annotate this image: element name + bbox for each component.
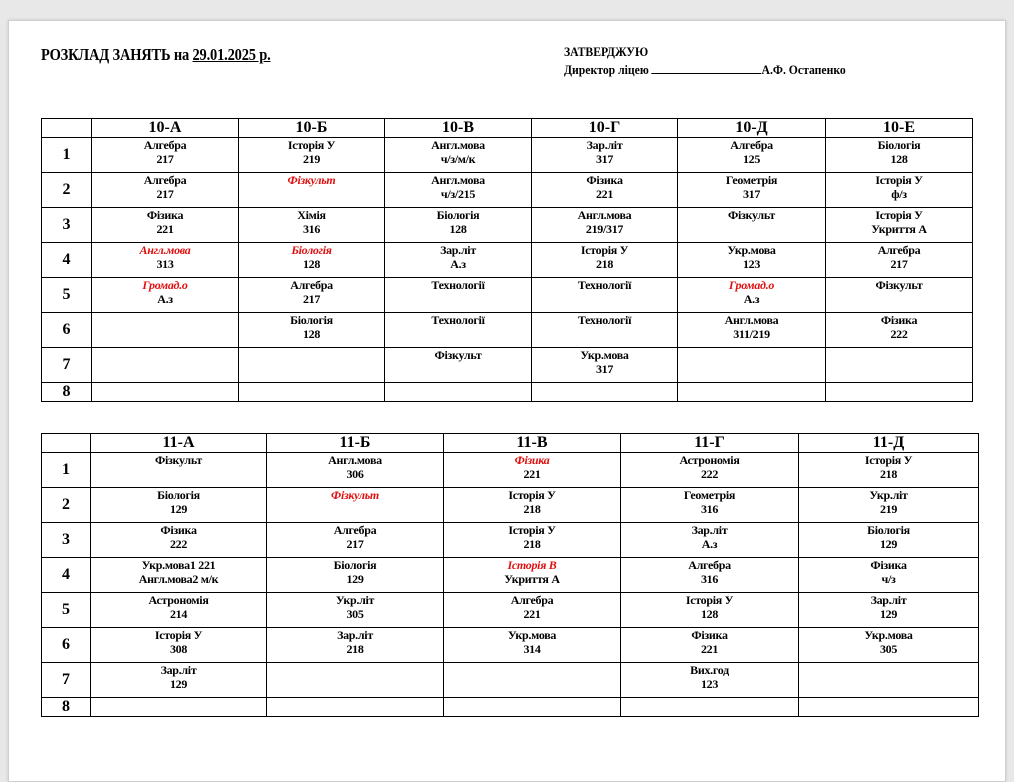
subject-name: Алгебра [333,523,377,537]
lesson-cell [267,488,444,523]
lesson-row [42,348,973,383]
lesson-number: 5 [42,593,91,628]
lesson-cell [267,453,444,488]
lesson-cell [239,138,385,173]
lesson-number: 4 [42,243,92,278]
subject-name: Біологія [291,243,332,257]
lesson-row [42,313,973,348]
lesson-cell [826,313,973,348]
subject-name: Біологія [290,313,333,327]
subject-name: Історія У [875,208,923,222]
lesson-cell [621,698,799,717]
subject-name: Алгебра [143,138,187,152]
lesson-cell [91,698,267,717]
room-number: 218 [346,642,364,656]
lesson-cell [678,208,826,243]
subject-name: Біологія [333,558,377,572]
subject-name: Зар.літ [160,663,197,677]
subject-name: Зар.літ [691,523,728,537]
lesson-number: 6 [42,628,91,663]
room-number: 222 [700,467,719,481]
room-number: 129 [169,502,188,516]
lesson-row [42,523,979,558]
subject-name: Біологія [157,488,200,502]
lesson-cell [91,558,267,593]
room-number: 217 [346,537,364,551]
subject-name: Зар.літ [337,628,373,642]
lesson-cell [621,663,799,698]
room-number: 125 [742,152,761,166]
subject-name: Фізика [160,523,197,537]
lesson-row [42,208,973,243]
subject-name: Англ.мова [577,208,632,222]
lesson-cell [532,138,678,173]
room-number: 305 [879,642,898,656]
room-number: Укриття А [504,572,560,586]
room-number: 306 [346,467,364,481]
lesson-number: 8 [42,698,91,717]
title-date: 29.01.2025 р. [192,45,271,64]
lesson-cell [91,523,267,558]
subject-name: Укр.мова [507,628,557,642]
class-header: 10-В [385,119,532,138]
lesson-cell [799,523,979,558]
subject-name: Історія У [875,173,923,187]
lesson-cell [92,313,239,348]
schedule-table-grade-10 [41,118,973,402]
lesson-cell [91,488,267,523]
lesson-cell [239,348,385,383]
class-header: 11-Г [621,434,799,453]
subject-name: Астрономія [679,453,740,467]
room-number: А.з [701,537,718,551]
class-header: 10-Д [678,119,826,138]
class-header: 10-Б [239,119,385,138]
subject-name: Алгебра [730,138,773,152]
lesson-cell [385,313,532,348]
lesson-row [42,138,973,173]
room-number: 316 [700,572,719,586]
lesson-cell [267,593,444,628]
subject-name: Фізкульт [434,348,482,362]
subject-name: Біологія [436,208,480,222]
room-number: 128 [302,327,321,341]
room-number: 129 [169,677,188,691]
lesson-cell [444,453,621,488]
lesson-cell [239,313,385,348]
lesson-cell [621,558,799,593]
subject-name: Технології [431,278,485,292]
lesson-cell [444,628,621,663]
lesson-cell [826,348,973,383]
subject-name: Історія У [685,593,734,607]
room-number: 218 [523,537,541,551]
class-header: 11-В [444,434,621,453]
lesson-row [42,488,979,523]
lesson-cell [444,663,621,698]
class-header-row [42,119,973,138]
lesson-cell [444,558,621,593]
room-number: ч/з/215 [440,187,476,201]
subject-name: Англ.мова [139,243,191,257]
lesson-cell [385,138,532,173]
subject-name: Фізкульт [727,208,776,222]
lesson-row [42,593,979,628]
lesson-cell [621,593,799,628]
room-number: 217 [156,187,174,201]
class-header: 11-Д [799,434,979,453]
room-number: 128 [302,257,321,271]
subject-name: Фізика [514,453,550,467]
room-number: ч/з/м/к [440,152,476,166]
lesson-cell [91,628,267,663]
lesson-cell [92,208,239,243]
lesson-row [42,663,979,698]
room-number: 308 [169,642,188,656]
lesson-cell [678,383,826,402]
room-number: 219 [879,502,898,516]
room-number: 217 [890,257,908,271]
subject-name: Укр.мова [727,243,776,257]
room-number: 316 [302,222,321,236]
lesson-cell [92,243,239,278]
lesson-cell [799,593,979,628]
lesson-row [42,243,973,278]
room-number: 128 [449,222,467,236]
lesson-cell [444,593,621,628]
room-number: 221 [523,607,541,621]
room-number: 311/219 [733,327,770,341]
subject-name: Біологія [877,138,921,152]
lesson-cell [239,278,385,313]
subject-name: Історія У [287,138,336,152]
subject-name: Хімія [297,208,326,222]
lesson-number: 7 [42,663,91,698]
subject-name: Біологія [867,523,910,537]
page-title [41,45,271,65]
subject-name: Громад.о [142,278,188,292]
subject-name: Укр.мова [864,628,913,642]
lesson-cell [91,593,267,628]
lesson-cell [92,173,239,208]
lesson-cell [826,138,973,173]
lesson-cell [799,453,979,488]
lesson-cell [385,208,532,243]
subject-name: Укр.літ [869,488,908,502]
lesson-cell [826,173,973,208]
room-number: 221 [595,187,614,201]
lesson-cell [267,523,444,558]
lesson-cell [621,628,799,663]
lesson-cell [532,173,678,208]
room-number: Англ.мова2 м/к [138,572,219,586]
lesson-cell [267,663,444,698]
lesson-cell [91,453,267,488]
subject-name: Зар.літ [586,138,623,152]
lesson-cell [826,243,973,278]
subject-name: Зар.літ [870,593,907,607]
lesson-cell [267,628,444,663]
room-number: 219 [302,152,321,166]
room-number: 316 [700,502,719,516]
subject-name: Фізика [870,558,907,572]
class-header-row [42,434,979,453]
lesson-cell [385,383,532,402]
subject-name: Алгебра [688,558,731,572]
room-number: 222 [890,327,908,341]
title-prefix: РОЗКЛАД ЗАНЯТЬ на [41,45,193,64]
room-number: 314 [523,642,541,656]
room-number: 129 [346,572,364,586]
subject-name: Фізика [146,208,184,222]
lesson-cell [532,208,678,243]
lesson-number: 2 [42,488,91,523]
lesson-number: 3 [42,208,92,243]
subject-name: Алгебра [290,278,333,292]
lesson-number: 7 [42,348,92,383]
lesson-cell [385,348,532,383]
lesson-number: 3 [42,523,91,558]
lesson-cell [385,173,532,208]
lesson-number: 5 [42,278,92,313]
room-number: А.з [450,257,466,271]
subject-name: Фізкульт [875,278,923,292]
lesson-cell [799,663,979,698]
subject-name: Алгебра [143,173,187,187]
lesson-cell [444,698,621,717]
lesson-cell [678,278,826,313]
lesson-cell [385,278,532,313]
subject-name: Історія У [580,243,629,257]
room-number: Укриття А [871,222,927,236]
lesson-cell [385,243,532,278]
document-page [8,20,1006,782]
lesson-cell [621,488,799,523]
subject-name: Алгебра [877,243,921,257]
room-number: 221 [700,642,719,656]
lesson-cell [678,173,826,208]
room-number: 218 [523,502,541,516]
lesson-cell [532,383,678,402]
room-number: 128 [890,152,908,166]
subject-name: Англ.мова [724,313,779,327]
room-number: 128 [700,607,719,621]
subject-name: Вих.год [690,663,729,677]
lesson-number: 8 [42,383,92,402]
lesson-cell [239,173,385,208]
room-number: 214 [169,607,188,621]
lesson-cell [799,558,979,593]
subject-name: Технології [577,313,632,327]
subject-name: Англ.мова [431,138,485,152]
lesson-cell [678,243,826,278]
lesson-cell [678,138,826,173]
subject-name: Фізкульт [287,173,336,187]
lesson-cell [799,488,979,523]
subject-name: Історія У [864,453,913,467]
schedule-table-grade-11 [41,433,979,717]
class-header: 10-Е [826,119,973,138]
lesson-cell [826,383,973,402]
room-number: 317 [742,187,761,201]
subject-name: Укр.літ [335,593,375,607]
lesson-cell [267,558,444,593]
subject-name: Зар.літ [440,243,476,257]
corner-cell [42,434,91,453]
room-number: 129 [879,607,898,621]
room-number: 218 [879,467,898,481]
lesson-cell [532,278,678,313]
approval-signature-line [564,61,846,79]
lesson-row [42,173,973,208]
subject-name: Геометрія [725,173,778,187]
lesson-cell [826,278,973,313]
corner-cell [42,119,92,138]
room-number: 222 [169,537,188,551]
lesson-cell [799,628,979,663]
room-number: 217 [156,152,174,166]
room-number: 221 [156,222,174,236]
subject-name: Укр.мова1 221 [141,558,216,572]
subject-name: Історія В [507,558,557,572]
room-number: А.з [743,292,760,306]
subject-name: Історія У [508,523,556,537]
lesson-cell [826,208,973,243]
lesson-cell [91,663,267,698]
lesson-number: 6 [42,313,92,348]
lesson-cell [444,523,621,558]
lesson-cell [532,243,678,278]
lesson-cell [239,243,385,278]
room-number: 305 [346,607,364,621]
lesson-cell [92,138,239,173]
lesson-row [42,278,973,313]
lesson-cell [621,523,799,558]
lesson-cell [92,383,239,402]
lesson-row [42,383,973,402]
lesson-cell [532,348,678,383]
director-label: Директор ліцею [564,62,652,77]
subject-name: Астрономія [148,593,209,607]
lesson-cell [92,348,239,383]
room-number: А.з [157,292,173,306]
lesson-row [42,558,979,593]
room-number: ч/з [881,572,896,586]
room-number: 217 [302,292,321,306]
subject-name: Укр.мова [580,348,629,362]
approval-block [564,43,846,79]
subject-name: Англ.мова [328,453,382,467]
lesson-cell [92,278,239,313]
lesson-cell [678,313,826,348]
lesson-cell [621,453,799,488]
room-number: 129 [879,537,898,551]
lesson-cell [678,348,826,383]
room-number: ф/з [891,187,907,201]
class-header: 10-А [92,119,239,138]
subject-name: Фізика [880,313,918,327]
subject-name: Громад.о [728,278,775,292]
subject-name: Історія У [508,488,556,502]
room-number: 218 [595,257,614,271]
subject-name: Англ.мова [431,173,485,187]
room-number: 317 [595,362,614,376]
class-header: 11-А [91,434,267,453]
lesson-cell [799,698,979,717]
lesson-row [42,698,979,717]
room-number: 313 [156,257,174,271]
lesson-cell [532,313,678,348]
director-name: А.Ф. Остапенко [761,62,846,77]
lesson-row [42,453,979,488]
room-number: 317 [595,152,614,166]
subject-name: Технології [431,313,485,327]
room-number: 219/317 [585,222,624,236]
signature-line [652,62,762,74]
lesson-number: 4 [42,558,91,593]
lesson-number: 1 [42,453,91,488]
class-header: 11-Б [267,434,444,453]
subject-name: Фізика [691,628,728,642]
subject-name: Алгебра [510,593,554,607]
subject-name: Геометрія [683,488,736,502]
room-number: 123 [700,677,719,691]
subject-name: Фізкульт [154,453,203,467]
subject-name: Фізика [586,173,623,187]
lesson-cell [239,208,385,243]
lesson-cell [239,383,385,402]
subject-name: Фізкульт [331,488,379,502]
lesson-row [42,628,979,663]
room-number: 123 [742,257,761,271]
subject-name: Історія У [154,628,203,642]
lesson-cell [267,698,444,717]
lesson-number: 1 [42,138,92,173]
room-number: 221 [523,467,541,481]
lesson-number: 2 [42,173,92,208]
subject-name: Технології [577,278,632,292]
approval-heading: ЗАТВЕРДЖУЮ [564,44,649,59]
class-header: 10-Г [532,119,678,138]
lesson-cell [444,488,621,523]
